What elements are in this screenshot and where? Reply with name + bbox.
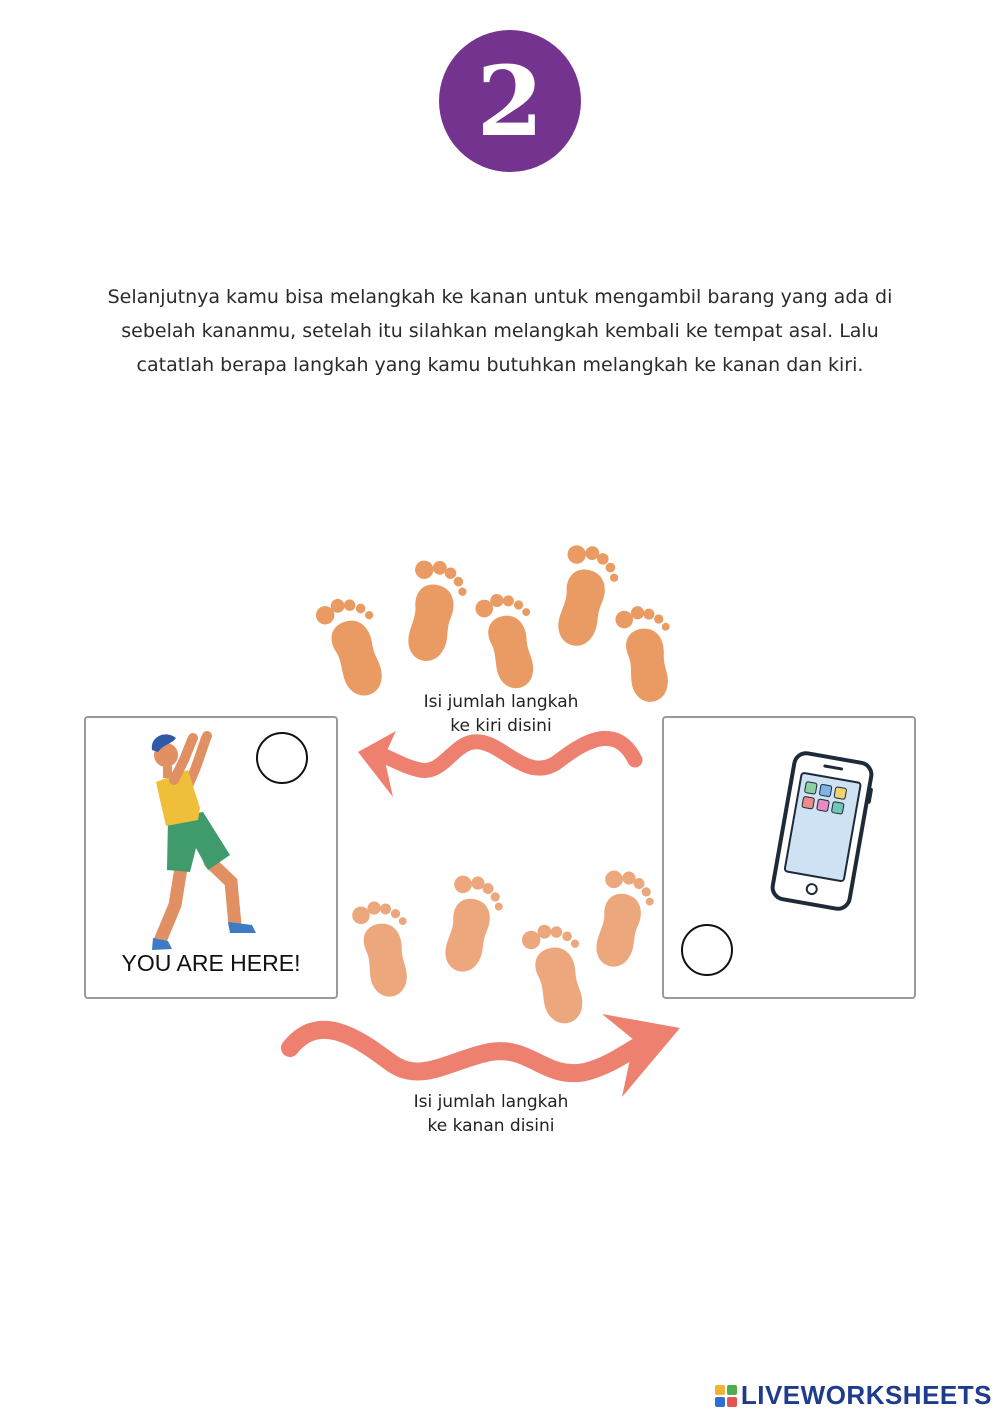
arrow-right-icon [290, 1014, 680, 1097]
footprint-icon [519, 917, 598, 1029]
footprint-icon [437, 872, 508, 978]
instruction-line-1: Selanjutnya kamu bisa melangkah ke kanan untuk mengambil barang yang ada di [107, 286, 893, 308]
right-steps-answer-circle[interactable] [681, 924, 733, 976]
you-are-here-label: YOU ARE HERE! [121, 950, 301, 976]
right-steps-caption [376, 1090, 606, 1138]
step-number-badge: 2 [439, 30, 581, 172]
liveworksheets-logo-icon [715, 1385, 737, 1407]
arrow-left-icon [358, 731, 635, 797]
brand-text: LIVEWORKSHEETS [740, 1380, 992, 1410]
footprint-icon [400, 557, 471, 666]
instruction-line-2: sebelah kananmu, setelah itu silahkan melangkah kembali ke tempat asal. Lalu [121, 320, 879, 342]
smartphone-icon [771, 751, 877, 911]
footprint-icon [549, 541, 624, 651]
liveworksheets-brand [715, 1380, 992, 1411]
person-icon [152, 731, 256, 950]
instruction-line-3: catatlah berapa langkah yang kamu butuhkan melangkah ke kanan dan kiri. [136, 354, 864, 376]
left-steps-caption [386, 690, 616, 738]
footprints-left-group [313, 541, 682, 705]
left-caption-line-1: Isi jumlah langkah [423, 692, 579, 712]
footprint-icon [588, 867, 659, 973]
footprints-right-group [350, 867, 659, 1029]
right-caption-line-2: ke kanan disini [427, 1116, 555, 1136]
footprint-icon [614, 601, 682, 705]
footprint-icon [350, 895, 421, 1001]
left-caption-line-2: ke kiri disini [450, 716, 552, 736]
footprint-icon [313, 589, 399, 703]
left-steps-answer-circle[interactable] [256, 732, 308, 784]
footprint-icon [473, 587, 549, 694]
right-caption-line-1: Isi jumlah langkah [413, 1092, 569, 1112]
